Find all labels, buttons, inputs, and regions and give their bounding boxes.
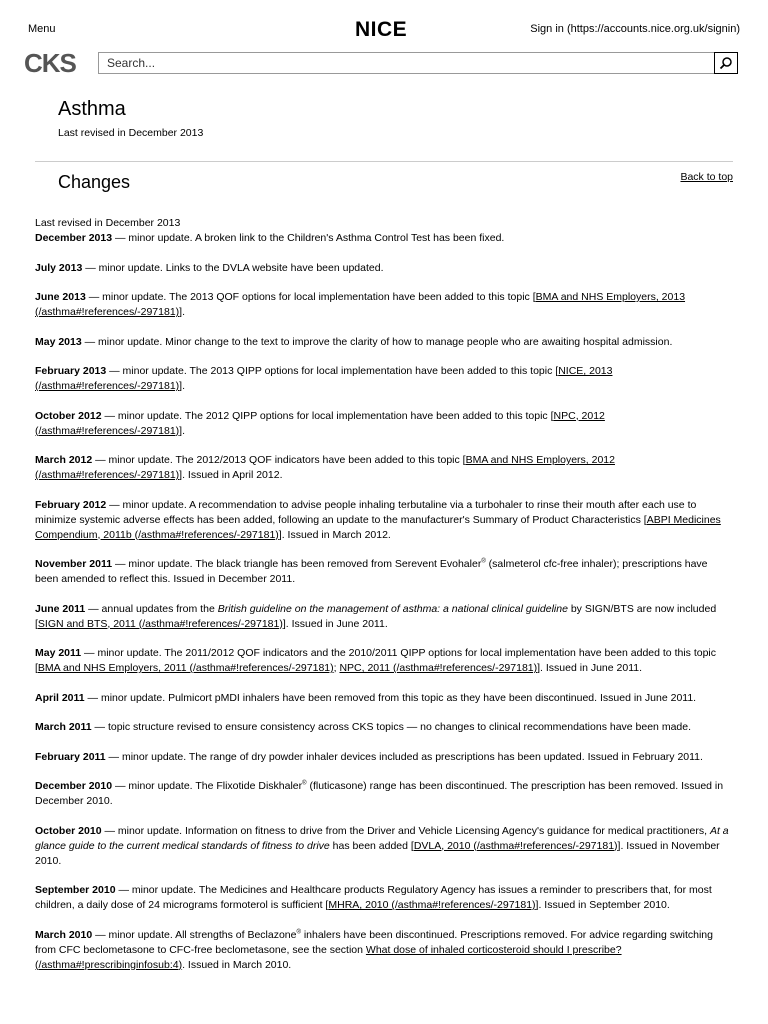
entry-text: — minor update. The 2011/2012 QOF indicators and the 2010/2011 QIPP options for local implementation have been added to this topic [ xyxy=(35,647,717,674)
entry-text: ]. Issued in June 2011. xyxy=(537,662,643,674)
section-header xyxy=(0,162,768,202)
entry-date: April 2011 xyxy=(35,691,85,704)
change-entry xyxy=(35,498,733,543)
entry-date: December 2013 xyxy=(35,232,113,244)
entry-text: ]. Issued in September 2010. xyxy=(535,899,670,911)
entry-date: March 2010 xyxy=(35,928,93,941)
change-entry xyxy=(35,557,733,587)
entry-text: — minor update. All strengths of Beclazone xyxy=(92,928,297,941)
publication-title: At a glance guide to the current medical standards of fitness to drive xyxy=(35,824,729,852)
entry-date: July 2013 xyxy=(35,261,83,274)
search-input[interactable] xyxy=(99,53,715,73)
change-entry xyxy=(35,824,733,869)
reference-link[interactable]: BMA and NHS Employers, 2011 (/asthma#!references/-297181) xyxy=(37,662,334,674)
entry-text: ]. Issued in November 2010. xyxy=(35,839,720,867)
reference-link[interactable]: NICE, 2013 (/asthma#!references/-297181) xyxy=(35,365,613,392)
registered-mark: ® xyxy=(296,929,301,935)
change-entry xyxy=(35,928,733,973)
entry-text: ]. xyxy=(179,306,186,318)
entry-text: — minor update. Pulmicort pMDI inhalers have been removed from this topic as they have been discontinued. Issued in June 2011. xyxy=(84,691,697,704)
nice-logo[interactable]: NICE xyxy=(355,18,408,41)
reference-link[interactable]: MHRA, 2010 (/asthma#!references/-297181) xyxy=(328,899,536,911)
last-revised: Last revised in December 2013 xyxy=(58,127,204,139)
entry-text: ]. Issued in March 2012. xyxy=(278,528,391,541)
change-entry xyxy=(35,364,733,394)
search-row xyxy=(0,48,768,88)
entry-text: — minor update. Minor change to the text to improve the clarity of how to manage people who are awaiting hospital admission. xyxy=(81,335,673,348)
sign-in-link[interactable]: Sign in (https://accounts.nice.org.uk/signin) xyxy=(530,23,740,35)
entry-text: ]. Issued in April 2012. xyxy=(179,469,283,481)
entry-text: — minor update. The range of dry powder inhaler devices included as prescriptions has been updated. Issued in February 2011. xyxy=(105,750,703,763)
change-entry xyxy=(35,750,733,765)
page-title: Asthma xyxy=(58,98,126,120)
entry-date: November 2011 xyxy=(35,558,113,570)
entry-date: March 2011 xyxy=(35,721,92,733)
entry-date: October 2012 xyxy=(35,409,102,422)
entry-text: has been added [ xyxy=(329,839,414,852)
changes-list xyxy=(0,216,768,973)
reference-link[interactable]: SIGN and BTS, 2011 (/asthma#!references/-297181) xyxy=(37,617,283,630)
entry-date: May 2011 xyxy=(35,647,82,659)
entry-text: — minor update. The 2013 QOF options for local implementation have been added to this topic [ xyxy=(85,291,536,303)
entry-text: by SIGN/BTS are now included [ xyxy=(35,602,717,630)
entry-date: September 2010 xyxy=(35,884,116,896)
change-entry xyxy=(35,602,733,632)
entry-text: — minor update. The 2012/2013 QOF indicators have been added to this topic [ xyxy=(92,454,466,466)
entry-text: ]. xyxy=(179,380,186,392)
change-entry xyxy=(35,720,733,735)
menu-button[interactable]: Menu xyxy=(28,23,56,35)
reference-link[interactable]: ABPI Medicines Compendium, 2011b (/asthma#!references/-297181) xyxy=(35,513,721,541)
reference-link[interactable]: DVLA, 2010 (/asthma#!references/-297181) xyxy=(413,839,618,852)
entry-text: — minor update. The Medicines and Healthcare products Regulatory Agency has issues a reminder to prescribers that, for most children, a daily dose of 24 micrograms formoterol is sufficient [ xyxy=(35,884,712,911)
change-entry xyxy=(35,231,733,246)
cks-logo-text: CKS xyxy=(24,48,76,78)
entry-text: ]. xyxy=(179,424,186,437)
page-header xyxy=(0,88,768,139)
entry-text: — minor update. A broken link to the Children's Asthma Control Test has been fixed. xyxy=(112,232,505,244)
section-last-revised: Last revised in December 2013 xyxy=(35,217,181,229)
registered-mark: ® xyxy=(481,558,486,565)
entry-date: March 2012 xyxy=(35,454,93,466)
change-entry xyxy=(35,290,733,320)
publication-title: British guideline on the management of asthma: a national clinical guideline xyxy=(217,602,568,615)
reference-link[interactable]: NPC, 2012 (/asthma#!references/-297181) xyxy=(35,409,605,437)
reference-link[interactable]: NPC, 2011 (/asthma#!references/-297181) xyxy=(339,662,538,674)
entry-text: — minor update. The 2013 QIPP options for local implementation have been added to this topic [ xyxy=(106,365,559,377)
registered-mark: ® xyxy=(302,780,307,787)
entry-text: — topic structure revised to ensure consistency across CKS topics — no changes to clinical recommendations have been made. xyxy=(91,721,692,733)
search-icon xyxy=(719,56,733,70)
entry-date: June 2011 xyxy=(35,602,86,615)
entry-text: — minor update. The 2012 QIPP options for local implementation have been added to this topic [ xyxy=(101,409,554,422)
entry-text: — minor update. A recommendation to advise people inhaling terbutaline via a turbohaler to rinse their mouth after each use to minimize systemic adverse effects has been added, following an update to the manufacturer's Summary of Product Characteristics [ xyxy=(35,498,697,526)
entry-text: ; xyxy=(333,662,340,674)
entry-text: (fluticasone) range has been discontinued. The prescription has been removed. Issued in December 2010. xyxy=(35,780,724,807)
entry-date: December 2010 xyxy=(35,780,113,792)
search-box xyxy=(98,52,738,74)
entry-text: ]. Issued in June 2011. xyxy=(282,617,388,630)
change-entry xyxy=(35,453,733,483)
entry-date: February 2013 xyxy=(35,365,107,377)
change-entry xyxy=(35,261,733,276)
section-title: Changes xyxy=(58,172,131,192)
entry-text: — annual updates from the xyxy=(85,602,218,615)
reference-link[interactable]: BMA and NHS Employers, 2012 (/asthma#!references/-297181) xyxy=(35,454,615,481)
top-bar xyxy=(0,0,768,48)
entries xyxy=(35,231,733,973)
entry-date: February 2011 xyxy=(35,750,106,763)
entry-date: October 2010 xyxy=(35,824,102,837)
reference-link[interactable]: What dose of inhaled corticosteroid should I prescribe? (/asthma#!prescribinginfosub:4) xyxy=(35,943,622,971)
entry-date: May 2013 xyxy=(35,335,82,348)
entry-text: inhalers have been discontinued. Prescriptions removed. For advice regarding switching from CFC beclometasone to CFC-free beclometasone, see the section xyxy=(35,928,713,956)
entry-text: — minor update. Links to the DVLA website have been updated. xyxy=(82,261,384,274)
entry-text: (salmeterol cfc-free inhaler); prescriptions have been amended to reflect this. Issued in December 2011. xyxy=(35,558,708,585)
entry-text: . Issued in March 2010. xyxy=(182,958,292,971)
change-entry xyxy=(35,883,733,913)
reference-link[interactable]: BMA and NHS Employers, 2013 (/asthma#!references/-297181) xyxy=(35,291,686,318)
change-entry xyxy=(35,646,733,676)
cks-logo[interactable] xyxy=(24,48,94,78)
back-to-top-link[interactable]: Back to top xyxy=(680,171,733,183)
change-entry xyxy=(35,335,733,350)
entry-text: — minor update. The black triangle has been removed from Serevent Evohaler xyxy=(112,558,482,570)
entry-text: — minor update. The Flixotide Diskhaler xyxy=(112,780,303,792)
change-entry xyxy=(35,691,733,706)
entry-text: — minor update. Information on fitness to drive from the Driver and Vehicle Licensing Agency's guidance for medical practitioners, xyxy=(101,824,710,837)
entry-date: June 2013 xyxy=(35,291,86,303)
search-button[interactable] xyxy=(714,52,738,74)
change-entry xyxy=(35,779,733,809)
entry-date: February 2012 xyxy=(35,498,107,511)
change-entry xyxy=(35,409,733,439)
